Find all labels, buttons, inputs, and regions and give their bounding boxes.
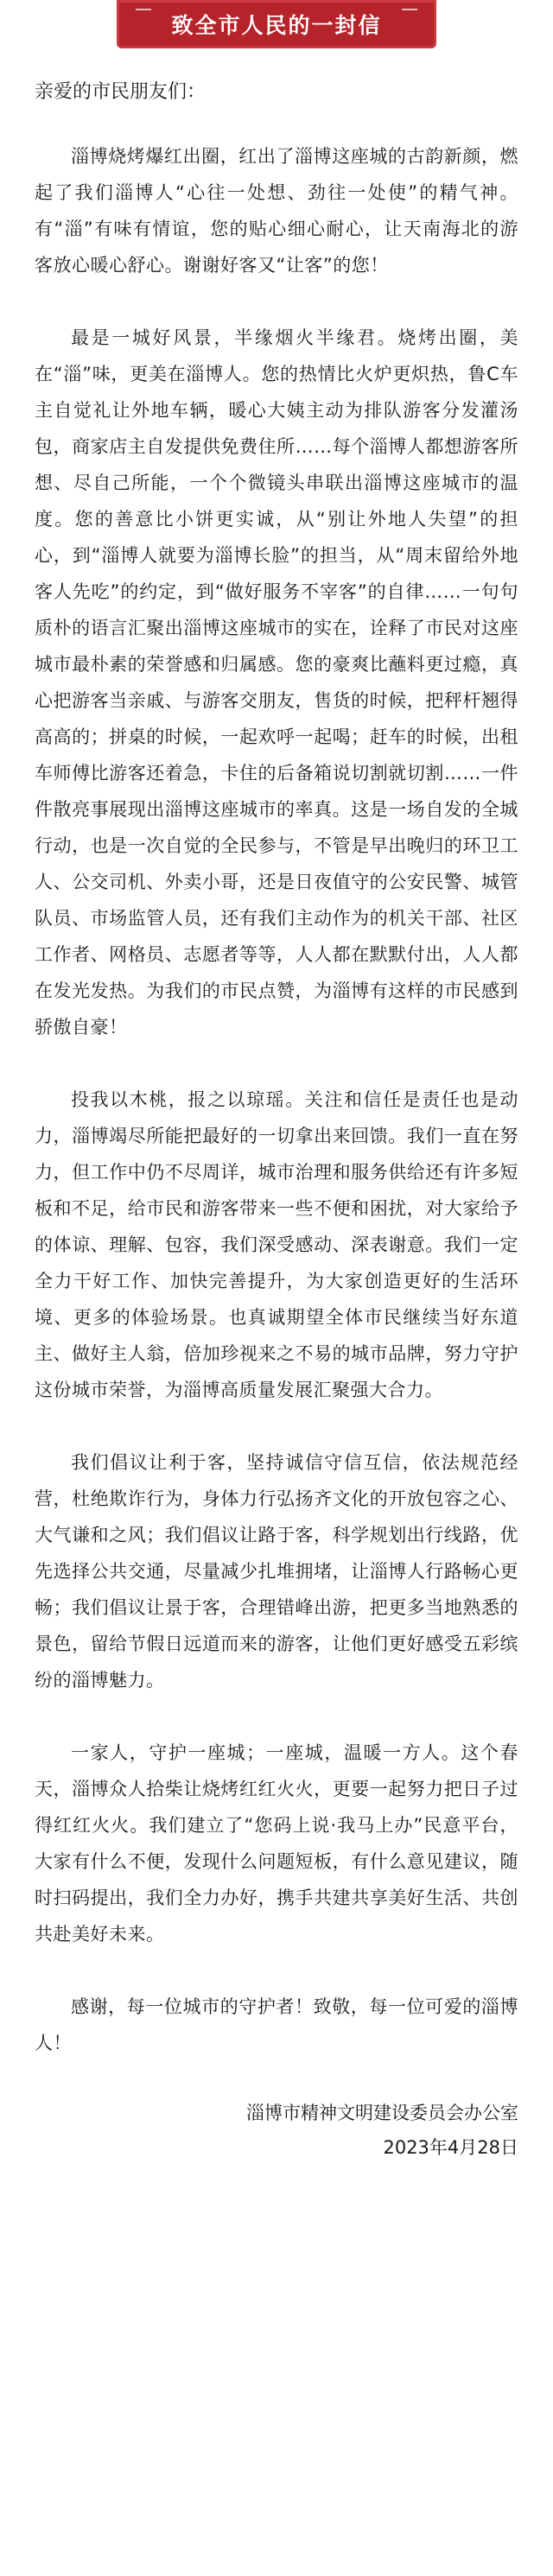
letter-signature: 淄博市精神文明建设委员会办公室 [246, 2103, 518, 2123]
letter-title: 致全市人民的一封信 [171, 13, 382, 38]
letter-paragraph-4: 我们倡议让利于客，坚持诚信守信互信，依法规范经营，杜绝欺诈行为，身体力行弘扬齐文化的开放包容之心、大气谦和之风；我们倡议让路于客，科学规划出行线路，优先选择公共交通，尽量减少扎堆拥堵，让淄博人行路畅心更畅；我们倡议让景于客，合理错峰出游，把更多当地熟悉的景色，留给节假日远道而来的游客，让他们更好感受五彩缤纷的淄博魅力。 [35, 1452, 518, 1691]
letter-paragraph-5: 一家人，守护一座城；一座城，温暖一方人。这个春天，淄博众人拾柴让烧烤红红火火，更要一起努力把日子过得红红火火。我们建立了“您码上说·我马上办”民意平台，大家有什么不便，发现什么问题短板，有什么意见建议，随时扫码提出，我们全力办好，携手共建共享美好生活、共创共赴美好未来。 [35, 1742, 518, 1945]
letter-salutation: 亲爱的市民朋友们： [35, 81, 207, 103]
letter-paragraph-2: 最是一城好风景，半缘烟火半缘君。烧烤出圈，美在“淄”味，更美在淄博人。您的热情比火炉更炽热，鲁C车主自觉礼让外地车辆，暖心大姨主动为排队游客分发灌汤包，商家店主自发提供免费住所……每个淄博人都想游客所想、尽自己所能，一个个微镜头串联出淄博这座城市的温度。您的善意比小饼更实诚，从“别让外地人失望”的担心，到“淄博人就要为淄博长脸”的担当，从“周末留给外地客人先吃”的约定，到“做好服务不宰客”的自律……一句句质朴的语言汇聚出淄博这座城市的实在，诠释了市民对这座城市最朴素的荣誉感和归属感。您的豪爽比蘸料更过瘾，真心把游客当亲戚、与游客交朋友，售货的时候，把秤杆翘得高高的；拼桌的时候，一起欢呼一起喝；赶车的时候，出租车师傅比游客还着急，卡住的后备箱说切割就切割……一件件散亮事展现出淄博这座城市的率真。这是一场自发的全城行动，也是一次自觉的全民参与，不管是早出晚归的环卫工人、公交司机、外卖小哥，还是日夜值守的公安民警、城管队员、市场监管人员，还有我们主动作为的机关干部、社区工作者、网格员、志愿者等等，人人都在默默付出，人人都在发光发热。为我们的市民点赞，为淄博有这样的市民感到骄傲自豪！ [35, 327, 518, 1037]
letter-date: 2023年4月28日 [383, 2137, 518, 2158]
letter-paragraph-1: 淄博烧烤爆红出圈，红出了淄博这座城的古韵新颜，燃起了我们淄博人“心往一处想、劲往一处使”的精气神。有“淄”有味有情谊，您的贴心细心耐心，让天南海北的游客放心暖心舒心。谢谢好客又“让客”的您！ [35, 146, 518, 276]
letter-paragraph-6: 感谢，每一位城市的守护者！致敬，每一位可爱的淄博人！ [35, 1996, 518, 2053]
title-banner [117, 0, 436, 48]
letter-paragraph-3: 投我以木桃，报之以琼瑶。关注和信任是责任也是动力，淄博竭尽所能把最好的一切拿出来回馈。我们一直在努力，但工作中仍不尽周详，城市治理和服务供给还有许多短板和不足，给市民和游客带来一些不便和困扰，对大家给予的体谅、理解、包容，我们深受感动、深表谢意。我们一定全力干好工作、加快完善提升，为大家创造更好的生活环境、更多的体验场景。也真诚期望全体市民继续当好东道主、做好主人翁，倍加珍视来之不易的城市品牌，努力守护这份城市荣誉，为淄博高质量发展汇聚强大合力。 [35, 1089, 518, 1400]
